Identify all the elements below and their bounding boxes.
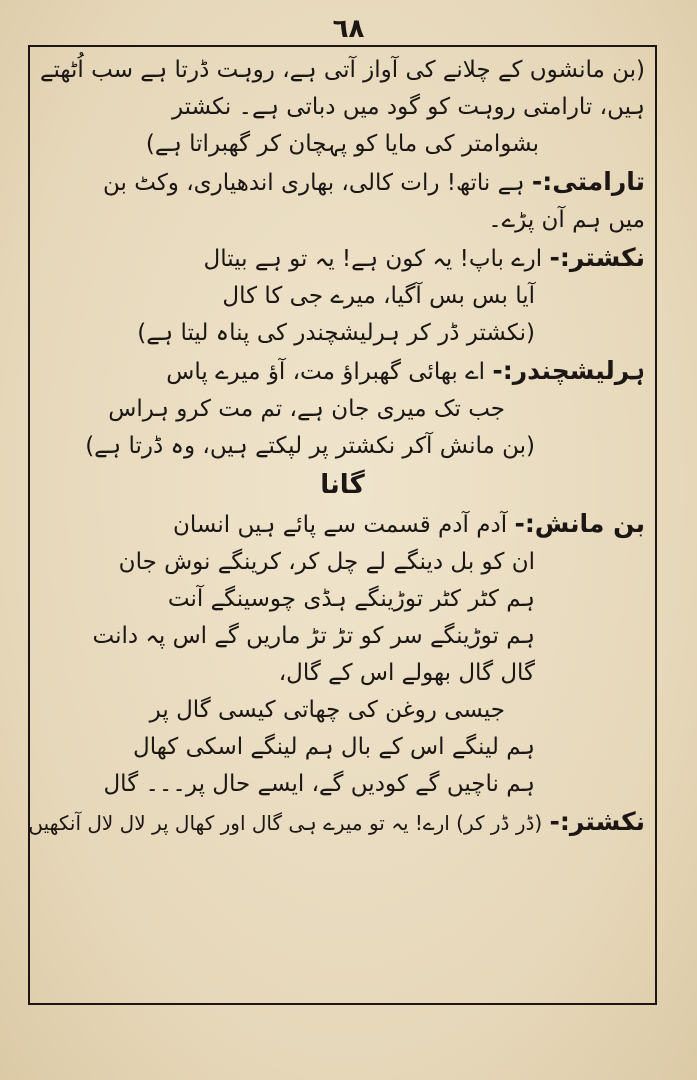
dialogue-text: ارے باپ! یہ کون ہے! یہ تو ہے بیتال bbox=[203, 246, 543, 272]
speaker-name: تارامتی:- bbox=[531, 167, 645, 196]
dialogue-continuation: آیا بس بس آگیا، میرے جی کا کال bbox=[222, 283, 535, 309]
song-line: ہم کٹر کٹر توڑینگے ہڈی چوسینگے آنت bbox=[167, 586, 535, 612]
page-text bbox=[28, 52, 645, 842]
dialogue-continuation: جب تک میری جان ہے، تم مت کرو ہراس bbox=[108, 396, 505, 422]
song-line: جیسی روغن کی چھاتی کیسی گال پر bbox=[149, 697, 505, 723]
dialogue-line bbox=[40, 239, 645, 278]
song-title: گانا bbox=[320, 470, 365, 500]
page-number: ٦٨ bbox=[332, 14, 365, 44]
dialogue-line bbox=[40, 163, 645, 202]
dialogue-text: ہے ناتھ! رات کالی، بھاری اندھیاری، وکٹ بن bbox=[103, 170, 525, 196]
stage-direction-line: (بن مانشوں کے چلانے کی آواز آتی ہے، روہت ڈرتا ہے سب اُٹھتے bbox=[40, 57, 645, 83]
song-line: ہم ناچیں گے کودیں گے، ایسے حال پر۔۔۔ گال bbox=[103, 771, 535, 797]
speaker-name: بن مانش:- bbox=[514, 509, 645, 538]
speaker-name: نکشتر:- bbox=[549, 243, 645, 272]
stage-direction-line: (بن مانش آکر نکشتر پر لپکتے ہیں، وہ ڈرتا ہے) bbox=[85, 433, 535, 459]
stage-direction-line: (نکشتر ڈر کر ہرلیشچندر کی پناہ لیتا ہے) bbox=[137, 320, 535, 346]
song-line: ہم توڑینگے سر کو تڑ تڑ ماریں گے اس پہ دانت bbox=[92, 623, 535, 649]
song-line bbox=[40, 505, 645, 544]
dialogue-line bbox=[40, 352, 645, 391]
speaker-name: ہرلیشچندر:- bbox=[492, 356, 645, 385]
song-text: آدم آدم قسمت سے پائے ہیں انسان bbox=[172, 512, 508, 538]
dialogue-text: اے بھائی گھبراؤ مت، آؤ میرے پاس bbox=[166, 359, 486, 385]
dialogue-continuation: میں ہم آن پڑے۔ bbox=[488, 207, 645, 233]
speaker-name: نکشتر:- bbox=[549, 807, 645, 836]
stage-direction-line: بشوامتر کی مایا کو پہچان کر گھبراتا ہے) bbox=[145, 131, 540, 157]
song-line: ہم لینگے اس کے بال ہم لینگے اسکی کھال bbox=[132, 734, 535, 760]
stage-direction-line: ہیں، تارامتی روہت کو گود میں دباتی ہے۔ نکشتر bbox=[171, 94, 645, 120]
dialogue-line bbox=[28, 803, 645, 842]
song-line: گال گال بھولے اس کے گال، bbox=[278, 660, 535, 686]
dialogue-text: (ڈر ڈر کر) ارے! یہ تو میرے ہی گال اور کھال پر لال لال آنکھیں bbox=[28, 811, 543, 835]
song-line: ان کو بل دینگے لے چل کر، کرینگے نوش جان bbox=[118, 549, 535, 575]
